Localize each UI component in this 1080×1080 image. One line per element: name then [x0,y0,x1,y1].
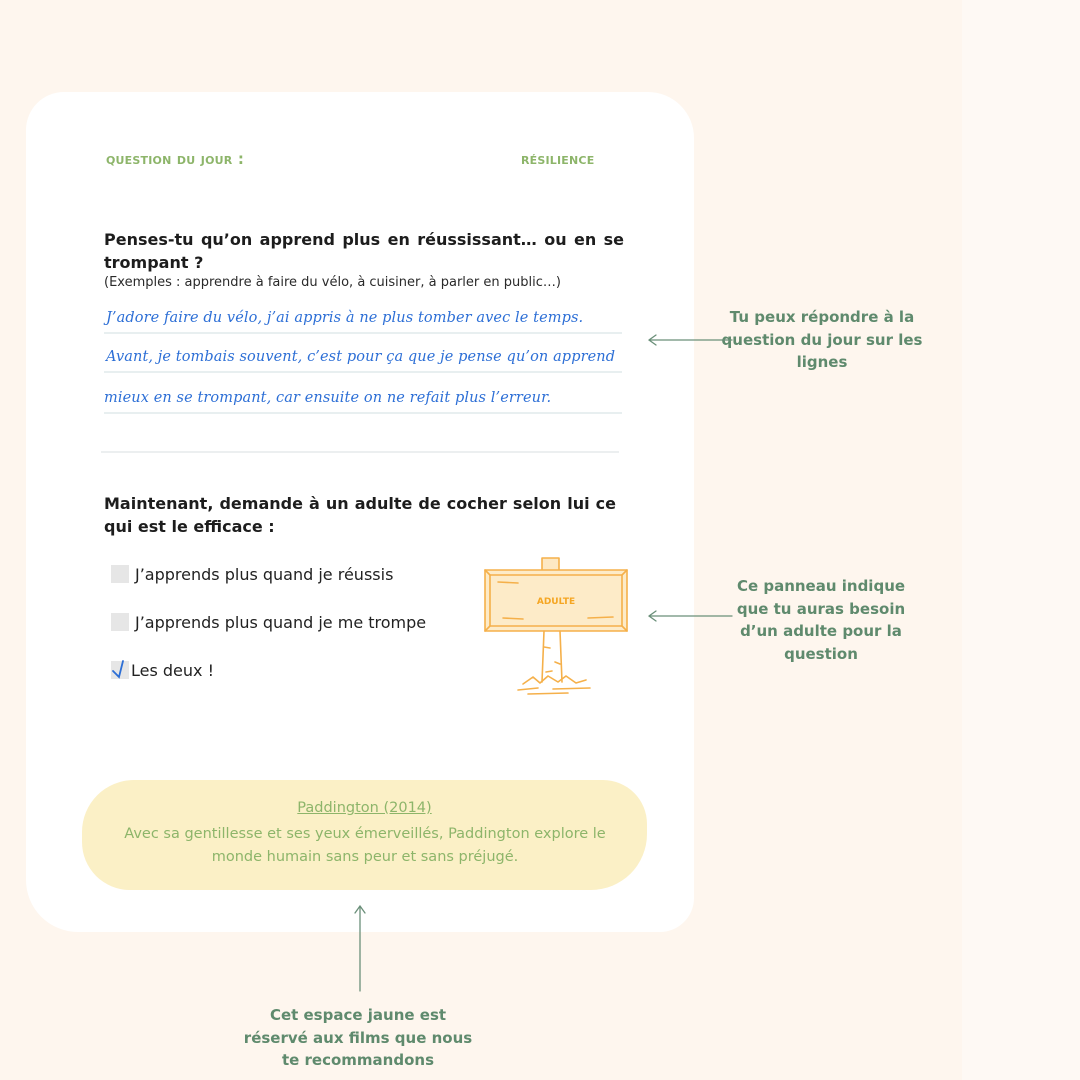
option-les-deux[interactable] [111,660,214,680]
film-note: Cet espace jaune est réservé aux films que nous te recommandons [243,1006,473,1069]
question-examples: (Exemples : apprendre à faire du vélo, à cuisiner, à parler en public…) [104,275,561,290]
checkbox-checked[interactable] [111,661,129,679]
answer-line-3 [104,412,622,414]
answer-lines-note: Tu peux répondre à la question du jour sur les lignes [721,308,923,371]
answer-line-1-text[interactable]: J’adore faire du vélo, j’ai appris à ne plus tomber avec le temps. [106,310,584,326]
section-divider [101,451,619,453]
checkmark-icon [109,649,133,681]
answer-line-1 [104,332,622,334]
option-trompe[interactable] [111,612,426,632]
film-description: Avec sa gentillesse et ses yeux émerveillés, Paddington explore le monde humain sans peur et sans préjugé. [124,826,606,865]
arrow-left-icon [646,332,736,348]
adult-question-text: Maintenant, demande à un adulte de cocher selon lui ce qui est le efficace : [104,494,616,536]
film-title[interactable]: Paddington (2014) [297,800,432,816]
answer-line-2 [104,371,622,373]
checkbox[interactable] [111,613,129,631]
theme-label: résilience [521,150,595,168]
option-reussis[interactable] [111,564,393,584]
adulte-signpost-icon [478,552,633,702]
arrow-up-icon [352,903,368,995]
question-du-jour-label: question du jour : [106,150,245,168]
checkbox[interactable] [111,565,129,583]
answer-line-2-text[interactable]: Avant, je tombais souvent, c’est pour ça que je pense qu’on apprend [106,349,616,365]
question-text: Penses-tu qu’on apprend plus en réussissant… ou en se trompant ? [104,230,624,272]
option-label: J’apprends plus quand je réussis [135,564,394,584]
option-label: J’apprends plus quand je me trompe [135,612,427,632]
sign-label: adulte [536,593,576,608]
background-strip [962,0,1080,1080]
arrow-left-icon [646,608,736,624]
option-label: Les deux ! [131,660,215,680]
answer-line-3-text[interactable]: mieux en se trompant, car ensuite on ne refait plus l’erreur. [104,390,552,406]
sign-note: Ce panneau indique que tu auras besoin d’un adulte pour la question [736,577,906,663]
